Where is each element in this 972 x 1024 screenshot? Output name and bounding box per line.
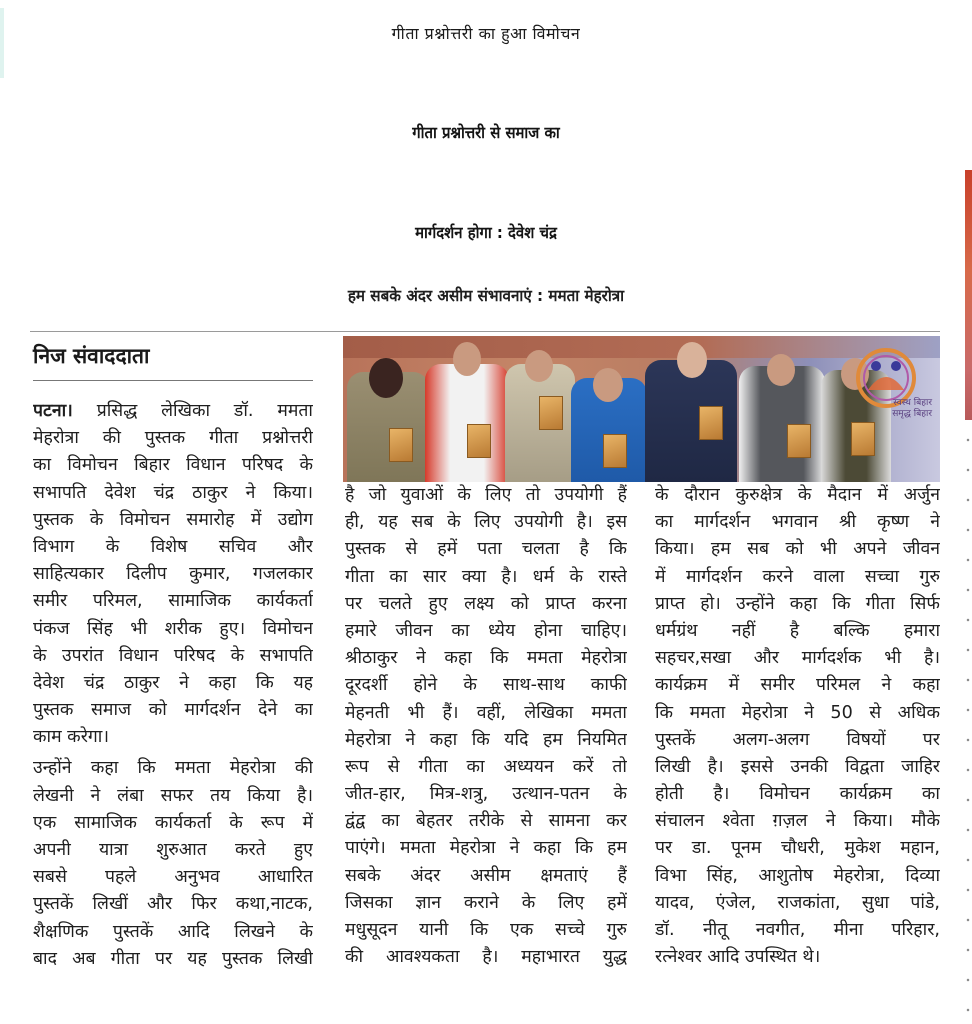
article-text-line — [345, 944, 627, 971]
article-text-line — [33, 425, 313, 452]
article-text: शैक्षणिक पुस्तकें आदि लिखने के — [33, 921, 313, 942]
article-column-3 — [655, 482, 940, 971]
article-text-line — [33, 891, 313, 918]
article-text: विभाग के विशेष सचिव और — [33, 536, 313, 557]
article-text: पर चलते हुए लक्ष्य को प्राप्त करना — [345, 593, 627, 614]
photo-person — [645, 360, 737, 482]
byline: निज संवाददाता — [33, 344, 150, 368]
article-text-line — [345, 754, 627, 781]
adjacent-column-edge-right — [966, 425, 970, 1015]
article-text: पुस्तक के विमोचन समारोह में उद्योग — [33, 509, 313, 530]
article-text-line — [345, 700, 627, 727]
article-text: विभा सिंह, आशुतोष मेहरोत्रा, दिव्या — [655, 865, 940, 886]
article-text: मेहनती भी हैं। वहीं, लेखिका ममता — [345, 702, 627, 723]
photo-person-head — [677, 342, 707, 378]
article-photo — [343, 336, 940, 482]
article-text: लिखी है। इससे उनकी विद्वता जाहिर — [655, 756, 940, 777]
article-text: पंकज सिंह भी शरीक हुए। विमोचन — [33, 618, 313, 639]
article-text: श्रीठाकुर ने कहा कि ममता मेहरोत्रा — [345, 648, 627, 669]
article-text: पुस्तक से हमें पता चलता है कि — [345, 539, 627, 560]
book-cover — [539, 396, 563, 430]
article-text: किया। हम सब को भी अपने जीवन — [655, 539, 940, 560]
article-text-line — [655, 564, 940, 591]
byline-rule — [33, 380, 313, 381]
article-text: है जो युवाओं के लिए तो उपयोगी हैं — [345, 485, 627, 505]
article-text-line — [33, 755, 313, 782]
article-text-line — [345, 509, 627, 536]
article-text: साहित्यकार दिलीप कुमार, गजलकार — [33, 564, 313, 585]
article-text: प्रसिद्ध लेखिका डॉ. ममता — [72, 401, 313, 421]
article-text: बाद अब गीता पर यह पुस्तक लिखी — [33, 948, 313, 969]
article-text: रत्नेश्वर आदि उपस्थित थे। — [655, 947, 821, 968]
article-text-line — [345, 863, 627, 890]
article-text-line — [655, 672, 940, 699]
article-text: मेहरोत्रा ने कहा कि यदि हम नियमित — [345, 729, 627, 750]
article-text-line — [33, 616, 313, 643]
article-text: सभापति देवेश चंद्र ठाकुर ने किया। — [33, 482, 313, 503]
article-text: जीत-हार, मित्र-शत्रु, उत्थान-पतन के — [345, 784, 627, 805]
article-text-line — [33, 697, 313, 724]
article-text-line — [33, 534, 313, 561]
article-text-line — [33, 864, 313, 891]
article-text: उन्होंने कहा कि ममता मेहरोत्रा की — [33, 758, 313, 779]
article-text-line — [33, 946, 313, 973]
article-text-line — [33, 670, 313, 697]
article-text-line — [33, 810, 313, 837]
article-text: देवेश चंद्र ठाकुर ने कहा कि यह — [33, 672, 313, 693]
article-text: डॉ. नीतू नवगीत, मीना परिहार, — [655, 920, 940, 940]
article-text: सहचर,सखा और मार्गदर्शक भी है। — [655, 648, 940, 669]
article-text-line — [655, 944, 940, 971]
article-text: कार्यक्रम में समीर परिमल ने कहा — [655, 675, 940, 696]
article-text-line — [345, 781, 627, 808]
article-text: द्वंद्व का बेहतर तरीके से सामना कर — [345, 811, 627, 832]
book-cover — [603, 434, 627, 468]
photo-person — [425, 364, 509, 482]
article-text-line — [345, 645, 627, 672]
article-text: संचालन श्वेता ग़ज़ल ने किया। मौके — [655, 811, 940, 832]
headline-line-1: गीता प्रश्नोत्तरी से समाज का — [412, 123, 560, 142]
banner-text-line-1: स्वस्थ बिहार — [893, 398, 932, 408]
article-text-line — [655, 754, 940, 781]
article-text-line — [33, 783, 313, 810]
article-text-line — [345, 808, 627, 835]
article-text-line — [345, 890, 627, 917]
article-text: दूरदर्शी होने के साथ-साथ काफी — [345, 675, 627, 696]
article-text-line — [655, 890, 940, 917]
banner-text-line-2: समृद्ध बिहार — [892, 409, 932, 419]
article-text: प्राप्त हो। उन्होंने कहा कि गीता सिर्फ — [655, 593, 940, 614]
article-text-line — [33, 643, 313, 670]
article-text: जिसका ज्ञान कराने के लिए हमें — [345, 892, 627, 913]
photo-person-head — [453, 342, 481, 376]
article-text-line — [345, 564, 627, 591]
article-text-line — [655, 618, 940, 645]
article-text-line — [345, 618, 627, 645]
book-cover — [389, 428, 413, 462]
article-text-line — [33, 919, 313, 946]
article-text-line — [345, 727, 627, 754]
divider-rule — [30, 331, 940, 332]
article-text-line — [655, 482, 940, 509]
article-text: मेहरोत्रा की पुस्तक गीता प्रश्नोत्तरी — [33, 428, 313, 449]
article-text: के दौरान कुरुक्षेत्र के मैदान में अर्जुन — [655, 485, 940, 505]
article-column-1 — [33, 398, 313, 973]
article-text: अपनी यात्रा शुरुआत करते हुए — [33, 840, 313, 860]
kicker-headline: गीता प्रश्नोत्तरी का हुआ विमोचन — [391, 24, 581, 43]
article-text-line — [655, 536, 940, 563]
article-text-line — [345, 536, 627, 563]
photo-person-head — [593, 368, 623, 402]
photo-person-head — [767, 354, 795, 386]
article-text-line — [345, 482, 627, 509]
article-text-line — [345, 917, 627, 944]
article-text-line — [655, 917, 940, 944]
article-text-line — [655, 808, 940, 835]
article-text: मधुसूदन यानी कि एक सच्चे गुरु — [345, 920, 627, 940]
article-text: का मार्गदर्शन भगवान श्री कृष्ण ने — [655, 512, 940, 533]
book-cover — [851, 422, 875, 456]
article-text-line — [655, 835, 940, 862]
article-text-line — [655, 863, 940, 890]
article-text-line — [33, 588, 313, 615]
article-text: पुस्तक समाज को मार्गदर्शन देने का — [33, 700, 313, 721]
article-text: कि ममता मेहरोत्रा ने 50 से अधिक — [655, 702, 940, 723]
book-cover — [787, 424, 811, 458]
article-text-line — [33, 837, 313, 864]
article-text-line — [33, 452, 313, 479]
dateline: पटना। — [33, 401, 73, 421]
article-text: समीर परिमल, सामाजिक कार्यकर्ता — [33, 591, 313, 612]
article-text: काम करेगा। — [33, 727, 110, 748]
article-text: लेखनी ने लंबा सफर तय किया है। — [33, 785, 313, 806]
article-text: सबके अंदर असीम क्षमताएं हैं — [345, 865, 627, 886]
article-text: पुस्तकें लिखीं और फिर कथा,नाटक, — [33, 894, 313, 915]
article-text: रूप से गीता का अध्ययन करें तो — [345, 756, 627, 777]
article-text: की आवश्यकता है। महाभारत युद्ध — [345, 947, 627, 968]
article-text-line — [655, 509, 940, 536]
article-text-line — [345, 672, 627, 699]
article-text: के उपरांत विधान परिषद के सभापति — [33, 645, 313, 666]
article-column-2 — [345, 482, 627, 971]
article-text-line — [33, 561, 313, 588]
article-text: गीता का सार क्या है। धर्म के रास्ते — [345, 566, 627, 587]
photo-person-head — [369, 358, 403, 398]
article-text-line — [33, 480, 313, 507]
article-text-line — [655, 700, 940, 727]
article-text-line — [655, 781, 940, 808]
book-cover — [699, 406, 723, 440]
subheadline: हम सबके अंदर असीम संभावनाएं : ममता मेहरोत्रा — [347, 286, 625, 305]
article-text-line — [345, 591, 627, 618]
article-text-line — [655, 591, 940, 618]
article-text-line — [345, 835, 627, 862]
headline-line-2: मार्गदर्शन होगा : देवेश चंद्र — [415, 223, 557, 242]
article-text-line — [33, 398, 313, 425]
article-text: होती है। विमोचन कार्यक्रम का — [655, 784, 940, 805]
article-text-line — [33, 507, 313, 534]
article-text: पाएंगे। ममता मेहरोत्रा ने कहा कि हम — [345, 838, 627, 859]
article-text: में मार्गदर्शन करने वाला सच्चा गुरु — [655, 566, 940, 587]
book-cover — [467, 424, 491, 458]
article-text: यादव, एंजेल, राजकांता, सुधा पांडे, — [655, 892, 940, 913]
article-text: पुस्तकें अलग-अलग विषयों पर — [655, 729, 940, 750]
photo-person-head — [525, 350, 553, 382]
article-text: ही, यह सब के लिए उपयोगी है। इस — [345, 512, 627, 533]
article-text: एक सामाजिक कार्यकर्ता के रूप में — [33, 812, 313, 833]
article-text: का विमोचन बिहार विधान परिषद के — [33, 455, 313, 476]
article-text-line — [33, 724, 313, 751]
article-text: सबसे पहले अनुभव आधारित — [33, 867, 313, 888]
adjacent-photo-edge-right — [965, 170, 972, 420]
article-text: पर डा. पूनम चौधरी, मुकेश महान, — [655, 838, 940, 859]
article-text-line — [655, 645, 940, 672]
article-text-line — [655, 727, 940, 754]
photo-banner-text — [892, 398, 932, 420]
article-text: धर्मग्रंथ नहीं है बल्कि हमारा — [655, 620, 940, 641]
article-text: हमारे जीवन का ध्येय होना चाहिए। — [345, 620, 627, 641]
